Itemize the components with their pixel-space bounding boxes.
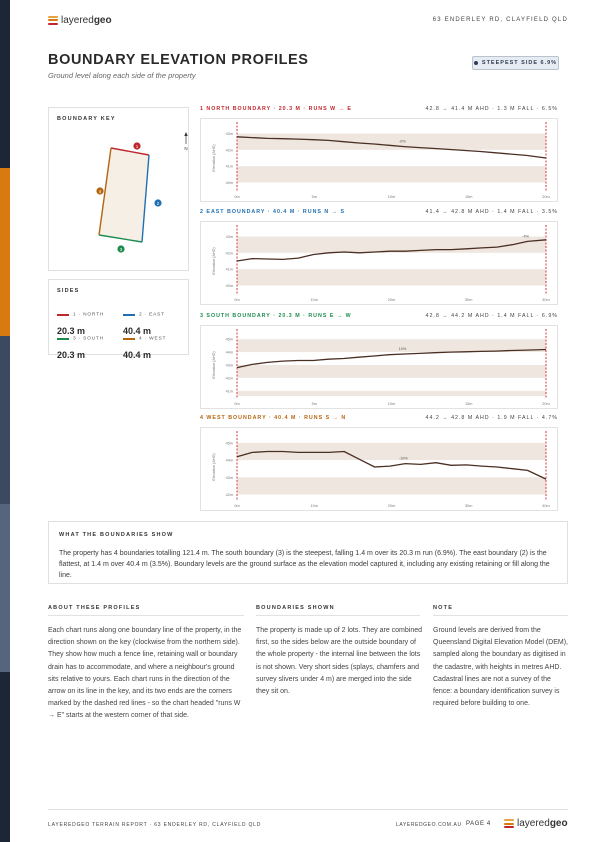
y-tick-label: 43m xyxy=(225,363,233,368)
boundary-key-title: BOUNDARY KEY xyxy=(57,116,116,122)
strip-segment xyxy=(0,168,10,336)
chart-header-west xyxy=(200,415,558,423)
footer-page-number: PAGE 4 xyxy=(466,821,491,827)
elevation-band xyxy=(237,477,546,494)
elevation-band xyxy=(237,365,546,378)
logo-text-light: layered xyxy=(517,818,550,829)
elevation-band xyxy=(237,134,546,150)
badge-label: STEEPEST SIDE 6.9% xyxy=(481,60,558,66)
sides-title: SIDES xyxy=(57,288,80,294)
y-tick-label: 42m xyxy=(225,251,233,256)
grade-label: 10% xyxy=(398,347,407,352)
side-label: 3 · SOUTH xyxy=(73,336,104,342)
x-tick-label: 40m xyxy=(542,504,550,508)
side-label: 1 · NORTH xyxy=(73,312,105,318)
terrain-profile-line xyxy=(237,350,546,368)
strip-segment xyxy=(0,336,10,504)
property-parcel xyxy=(99,148,149,242)
legend-line xyxy=(57,314,69,316)
grade-label: -6% xyxy=(399,139,406,144)
elevation-band xyxy=(237,269,546,285)
x-tick-label: 30m xyxy=(465,298,473,302)
strip-segment xyxy=(0,504,10,672)
side-length: 20.3 m xyxy=(57,326,86,336)
boundary-key-diagram xyxy=(49,108,190,272)
y-tick-label: 41m xyxy=(225,389,233,394)
legend-line xyxy=(123,314,135,316)
chart-stats: 41.4 → 42.8 M AHD · 1.4 M FALL · 3.5% xyxy=(425,209,558,215)
elevation-band xyxy=(237,391,546,396)
chart-panel-east xyxy=(200,221,558,305)
elevation-chart-south xyxy=(201,326,559,410)
side-entry-west xyxy=(123,330,183,360)
logo-text-light: layered xyxy=(61,14,94,26)
summary-panel xyxy=(48,521,568,584)
y-tick-label: 41m xyxy=(225,267,233,272)
x-tick-label: 20m xyxy=(542,402,550,406)
divider xyxy=(433,615,568,616)
x-tick-label: 10m xyxy=(387,402,396,406)
grade-label: -4% xyxy=(522,234,530,239)
elevation-chart-north xyxy=(201,119,559,203)
side-length: 40.4 m xyxy=(123,350,152,360)
footer-website-link[interactable]: LAYEREDGEO.COM.AU xyxy=(396,822,462,828)
side-entry-south xyxy=(57,330,117,360)
logo-text-bold: geo xyxy=(93,14,112,26)
chart-title: 3 SOUTH BOUNDARY · 20.3 M · RUNS E → W xyxy=(200,313,352,319)
report-page xyxy=(10,0,595,842)
legend-line xyxy=(123,338,135,340)
x-tick-label: 5m xyxy=(311,195,317,199)
y-axis-label: Elevation (AHD) xyxy=(212,247,216,275)
chart-title: 1 NORTH BOUNDARY · 20.3 M · RUNS W → E xyxy=(200,106,352,112)
strip-segment xyxy=(0,0,10,168)
brand-logo[interactable] xyxy=(48,15,112,26)
summary-text: The property has 4 boundaries totalling 121.4 m. The south boundary (3) is the steepest, falling 1.4 m over its 20.3 m run (6.9%). The east boundary (2) is the flattest, at 1.4 m over 40.4 m (3.5%). Boundary levels are the ground surface as the elevation model captured it, including any existing retaining or fill along the line. xyxy=(59,550,550,579)
y-tick-label: 42m xyxy=(225,376,233,381)
header-bar xyxy=(48,12,568,28)
marker-label-4: 4 xyxy=(98,188,102,194)
column-text-about: Each chart runs along one boundary line of the property, in the direction shown on the key (clockwise from the northern side). They show how much a fence line, retaining wall or boundary drain has to accommodate, and where a neighbour's ground sits relative to yours. Each chart runs in the direction of the arrow on its line in the key, and its two ends are the corners marked by the dashed red lines - so the chart headed "runs W → E" starts at the western corner of that side. xyxy=(48,627,242,720)
x-tick-label: 0m xyxy=(234,402,240,406)
y-tick-label: 41m xyxy=(225,164,233,169)
x-tick-label: 20m xyxy=(387,504,396,508)
x-tick-label: 40m xyxy=(542,298,550,302)
boundary-key-panel xyxy=(48,107,189,271)
chart-title: 4 WEST BOUNDARY · 40.4 M · RUNS S → N xyxy=(200,415,347,421)
footer-divider xyxy=(48,809,568,810)
elevation-chart-east xyxy=(201,222,559,306)
y-axis-label: Elevation (AHD) xyxy=(212,351,216,379)
y-tick-label: 42m xyxy=(225,493,233,498)
column-title-boundaries: BOUNDARIES SHOWN xyxy=(256,605,335,611)
side-length: 20.3 m xyxy=(57,350,86,360)
steepest-side-badge xyxy=(472,56,559,70)
marker-label-3: 3 xyxy=(119,246,123,252)
chart-stats: 44.2 → 42.8 M AHD · 1.9 M FALL · 4.7% xyxy=(425,415,558,421)
x-tick-label: 15m xyxy=(465,195,473,199)
column-text-note: Ground levels are derived from the Queensland Digital Elevation Model (DEM), sampled along the boundary as digitised in the cadastre, with heights in metres AHD. Cadastral lines are not a survey of the fence: a boundary identification survey is required before building to one. xyxy=(433,627,569,708)
x-tick-label: 10m xyxy=(387,195,396,199)
marker-label-1: 1 xyxy=(135,143,139,149)
x-tick-label: 0m xyxy=(234,504,240,508)
side-label: 2 · EAST xyxy=(139,312,165,318)
x-tick-label: 30m xyxy=(465,504,473,508)
x-tick-label: 15m xyxy=(465,402,473,406)
marker-label-2: 2 xyxy=(156,200,160,206)
page-title: BOUNDARY ELEVATION PROFILES xyxy=(48,52,309,68)
chart-header-north xyxy=(200,106,558,114)
north-arrow-label: N xyxy=(184,146,188,151)
y-axis-label: Elevation (AHD) xyxy=(212,453,216,481)
chart-panel-west xyxy=(200,427,558,511)
elevation-band xyxy=(237,339,546,352)
side-length: 40.4 m xyxy=(123,326,152,336)
y-tick-label: 44m xyxy=(225,458,233,463)
y-tick-label: 45m xyxy=(225,337,233,342)
chart-header-east xyxy=(200,209,558,217)
page-subtitle: Ground level along each side of the property xyxy=(48,71,196,80)
column-title-about: ABOUT THESE PROFILES xyxy=(48,605,141,611)
elevation-chart-west xyxy=(201,428,559,512)
elevation-band xyxy=(237,166,546,182)
footer-logo[interactable] xyxy=(504,818,568,829)
x-tick-label: 0m xyxy=(234,195,240,199)
chart-stats: 42.8 → 41.4 M AHD · 1.3 M FALL · 6.5% xyxy=(425,106,558,112)
chart-title: 2 EAST BOUNDARY · 40.4 M · RUNS N → S xyxy=(200,209,346,215)
divider xyxy=(48,615,244,616)
chart-panel-south xyxy=(200,325,558,409)
y-axis-label: Elevation (AHD) xyxy=(212,144,216,172)
north-arrow-head-icon xyxy=(184,132,187,136)
grade-label: -10% xyxy=(398,456,408,461)
x-tick-label: 10m xyxy=(310,298,318,302)
header-address: 63 ENDERLEY RD, CLAYFIELD QLD xyxy=(432,17,568,23)
x-tick-label: 0m xyxy=(234,298,240,302)
column-title-note: NOTE xyxy=(433,605,454,611)
strip-segment xyxy=(0,672,10,842)
elevation-band xyxy=(237,237,546,253)
y-tick-label: 40m xyxy=(225,283,233,288)
y-tick-label: 43m xyxy=(225,235,233,240)
x-tick-label: 20m xyxy=(542,195,550,199)
side-color-strip xyxy=(0,0,10,842)
side-label: 4 · WEST xyxy=(139,336,167,342)
chart-stats: 42.8 → 44.2 M AHD · 1.4 M FALL · 6.9% xyxy=(425,313,558,319)
legend-line xyxy=(57,338,69,340)
layers-icon xyxy=(504,819,514,828)
y-tick-label: 40m xyxy=(225,180,233,185)
logo-text-bold: geo xyxy=(549,818,568,829)
y-tick-label: 44m xyxy=(225,350,233,355)
x-tick-label: 10m xyxy=(310,504,318,508)
chart-header-south xyxy=(200,313,558,321)
footer-report-title: LAYEREDGEO TERRAIN REPORT · 63 ENDERLEY RD, CLAYFIELD QLD xyxy=(48,822,262,828)
y-tick-label: 42m xyxy=(225,148,233,153)
y-tick-label: 43m xyxy=(225,475,233,480)
x-tick-label: 5m xyxy=(311,402,317,406)
badge-dot-icon xyxy=(474,61,478,65)
layers-icon xyxy=(48,16,58,25)
sides-panel xyxy=(48,279,189,360)
summary-title: WHAT THE BOUNDARIES SHOW xyxy=(59,532,174,538)
y-tick-label: 43m xyxy=(225,132,233,137)
y-tick-label: 45m xyxy=(225,441,233,446)
x-tick-label: 20m xyxy=(387,298,396,302)
chart-panel-north xyxy=(200,118,558,202)
column-text-boundaries: The property is made up of 2 lots. They are combined first, so the sides below are the outside boundary of the whole property - the internal line between the lots is not shown. Very short sides (splays, chamfers and survey slivers under 4 m) are merged into the side they sit on. xyxy=(256,627,423,696)
divider xyxy=(256,615,420,616)
